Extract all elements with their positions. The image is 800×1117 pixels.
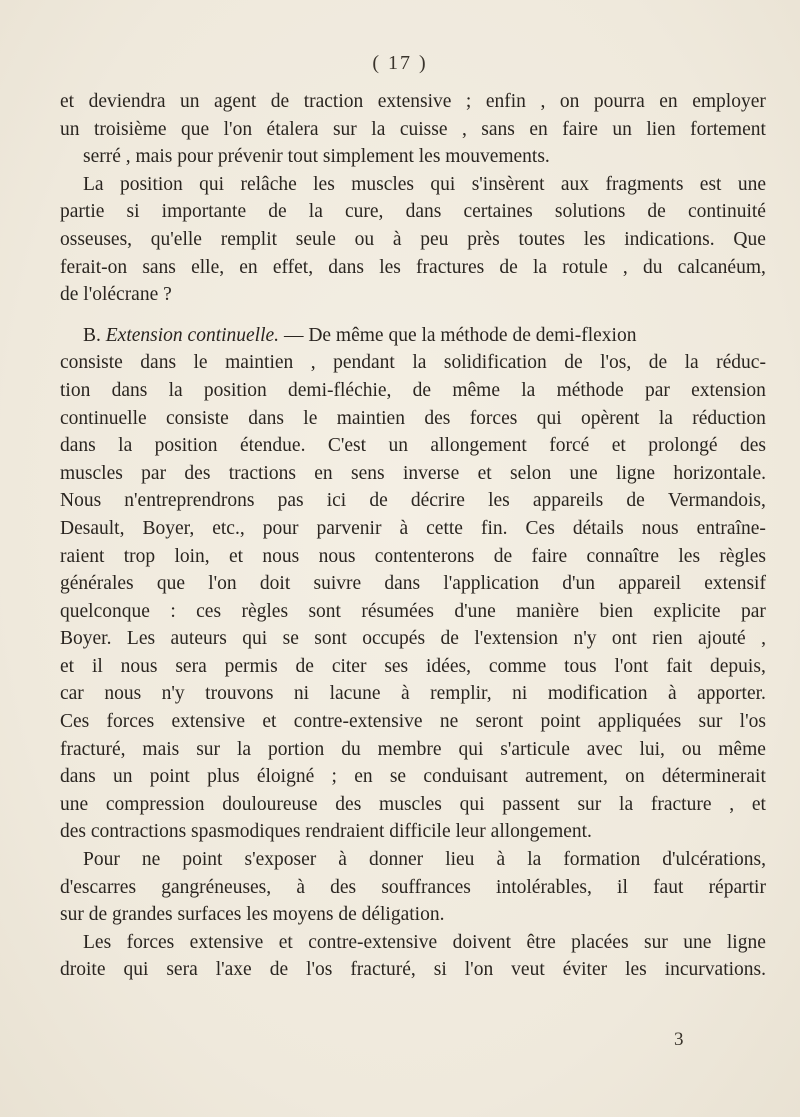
signature-mark: 3 xyxy=(674,1029,684,1050)
text-line: serré , mais pour prévenir tout simplement les mouvements. xyxy=(83,146,550,168)
text-line: continuelle consiste dans le maintien des forces qui opèrent la réduction xyxy=(60,407,766,429)
text-line: des contractions spasmodiques rendraient difficile leur allongement. xyxy=(60,821,592,843)
paragraph-1 xyxy=(60,88,766,171)
text-line: partie si importante de la cure, dans certaines solutions de continuité xyxy=(60,201,766,223)
text-line: sur de grandes surfaces les moyens de déligation. xyxy=(60,904,445,926)
section-heading: Extension continuelle. xyxy=(105,324,280,346)
text-line: et deviendra un agent de traction extensive ; enfin , on pourra en employer xyxy=(60,91,766,112)
text-line: une compression douloureuse des muscles qui passent sur la fracture , et xyxy=(60,793,766,815)
text-line: Ces forces extensive et contre-extensive ne seront point appliquées sur l'os xyxy=(60,711,766,733)
text-line: dans un point plus éloigné ; en se conduisant autrement, on déterminerait xyxy=(60,766,766,788)
paragraph-3 xyxy=(60,322,766,846)
text-line: quelconque : ces règles sont résumées d'une manière bien explicite par xyxy=(60,600,766,622)
text-line: fracturé, mais sur la portion du membre qui s'articule avec lui, ou même xyxy=(60,738,766,760)
paragraph-2 xyxy=(60,171,766,309)
body-text xyxy=(60,88,766,984)
text-line: un troisième que l'on étalera sur la cuisse , sans en faire un lien fortement xyxy=(60,118,766,140)
text-line: dans la position étendue. C'est un allongement forcé et prolongé des xyxy=(60,435,766,457)
text-line: La position qui relâche les muscles qui s'insèrent aux fragments est une xyxy=(83,173,766,195)
text-line: car nous n'y trouvons ni lacune à remplir, ni modification à apporter. xyxy=(60,683,766,705)
text-line: Nous n'entreprendrons pas ici de décrire les appareils de Vermandois, xyxy=(60,490,766,512)
page-number: ( 17 ) xyxy=(372,52,428,74)
text-line: générales que l'on doit suivre dans l'application d'un appareil extensif xyxy=(60,573,766,595)
text-line: Pour ne point s'exposer à donner lieu à la formation d'ulcérations, xyxy=(83,849,766,871)
paragraph-spacer xyxy=(60,309,766,322)
paragraph-5 xyxy=(60,929,766,984)
text-line: B. Extension continuelle. — De même que la méthode de demi-flexion xyxy=(60,322,766,350)
section-marker: B. xyxy=(83,324,101,346)
text-line: de l'olécrane ? xyxy=(60,284,172,306)
paragraph-4 xyxy=(60,846,766,929)
text-line: Desault, Boyer, etc., pour parvenir à cette fin. Ces détails nous entraîne- xyxy=(60,517,766,539)
text-line: muscles par des tractions en sens inverse et selon une ligne horizontale. xyxy=(60,462,766,484)
text-line: Les forces extensive et contre-extensive doivent être placées sur une ligne xyxy=(83,931,766,953)
text-line: tion dans la position demi-fléchie, de même la méthode par extension xyxy=(60,379,766,401)
text-line: et il nous sera permis de citer ses idées, comme tous l'ont fait depuis, xyxy=(60,655,766,677)
text-line: d'escarres gangréneuses, à des souffrances intolérables, il faut répartir xyxy=(60,876,766,898)
text-line: ferait-on sans elle, en effet, dans les fractures de la rotule , du calcanéum, xyxy=(60,256,766,278)
text-line: raient trop loin, et nous nous contenterons de faire connaître les règles xyxy=(60,545,766,567)
text-line: osseuses, qu'elle remplit seule ou à peu près toutes les indications. Que xyxy=(60,228,766,250)
text-line: Boyer. Les auteurs qui se sont occupés de l'extension n'y ont rien ajouté , xyxy=(60,628,766,650)
text-line: consiste dans le maintien , pendant la solidification de l'os, de la réduc- xyxy=(60,352,766,374)
text-line: droite qui sera l'axe de l'os fracturé, si l'on veut éviter les incurvations. xyxy=(60,959,766,981)
